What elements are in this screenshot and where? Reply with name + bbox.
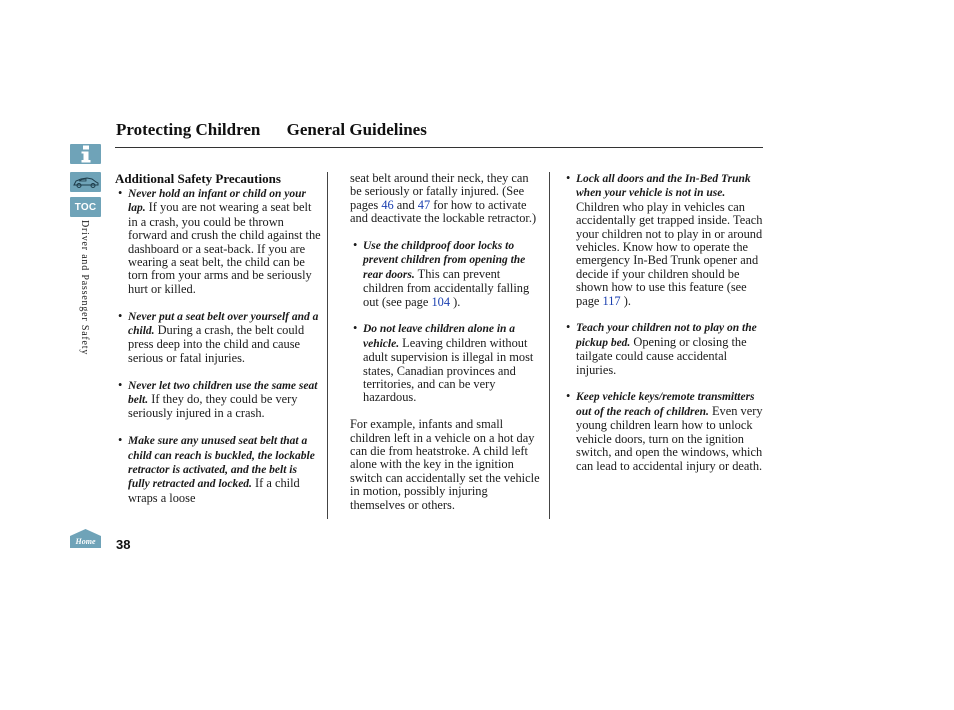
bullet: • <box>353 321 358 336</box>
bullet: • <box>118 186 123 200</box>
bullet: • <box>566 389 571 404</box>
vehicle-index-button[interactable] <box>70 172 101 192</box>
list-item <box>350 239 543 309</box>
item-lead: Never put a seat belt over yourself and a child. <box>128 310 319 338</box>
bullet: • <box>353 238 358 253</box>
column-divider <box>549 172 550 519</box>
item-body: If they do, they could be very seriously injured in a crash. <box>128 392 298 421</box>
list-item <box>115 187 321 296</box>
body-text: for how to activate and deactivate the lockable retractor.) <box>350 197 537 226</box>
page-number: 38 <box>116 537 131 552</box>
list-item <box>563 172 766 308</box>
item-body-end: ). <box>450 294 461 309</box>
column-1 <box>115 170 321 519</box>
list-item <box>115 379 321 421</box>
page-link-104[interactable]: 104 <box>431 294 451 309</box>
bullet: • <box>118 308 123 323</box>
section-side-label: Driver and Passenger Safety <box>79 220 90 356</box>
home-label: Home <box>75 537 96 546</box>
page-link-117[interactable]: 117 <box>602 293 621 308</box>
item-lead: Keep vehicle keys/remote transmitters out of the reach of children. <box>576 391 755 418</box>
item-lead: Use the childproof door locks to prevent children from opening the rear doors. <box>363 240 526 281</box>
list-item <box>115 434 321 505</box>
item-body: If a child wraps a loose <box>128 476 300 505</box>
list-item <box>563 321 766 377</box>
column-divider <box>327 172 328 519</box>
item-body: Children who play in vehicles can accidentally get trapped inside. Teach your children not to play in or around vehicles. Know how to operate the emergency In-Bed Trunk opener and decide if your children should be shown how to use this feature (see page <box>576 199 763 308</box>
column-3 <box>563 170 766 486</box>
toc-label: TOC <box>74 201 97 213</box>
item-lead: Never hold an infant or child on your lap. <box>128 188 306 215</box>
item-lead: Make sure any unused seat belt that a child can reach is buckled, the lockable retractor is activated, and the belt is fully retracted and locked. <box>128 435 315 491</box>
list-item <box>115 310 321 366</box>
car-icon <box>72 174 100 190</box>
section-title: General Guidelines <box>286 120 427 139</box>
item-body: Leaving children without adult supervision is illegal in most states, Canadian provinces and territories, and can be very hazardous. <box>363 335 534 405</box>
item-body-end: ). <box>620 293 631 308</box>
header-divider <box>115 147 763 148</box>
list-item <box>350 322 543 404</box>
body-text: seat belt around their neck, they can be seriously or fatally injured. (See pages <box>350 171 529 212</box>
info-button[interactable] <box>70 144 101 164</box>
page-link-46[interactable]: 46 <box>381 197 394 212</box>
section-heading: Additional Safety Precautions <box>115 171 281 186</box>
item-body: This can prevent children from accidentally falling out (see page <box>363 266 530 309</box>
info-icon <box>80 145 92 163</box>
item-lead: Teach your children not to play on the pickup bed. <box>576 322 757 349</box>
home-button[interactable] <box>70 528 101 549</box>
home-icon <box>70 528 101 549</box>
bullet: • <box>566 320 571 335</box>
chapter-title: Protecting Children <box>116 120 261 139</box>
paragraph: For example, infants and small children left in a vehicle on a hot day can die from heatstroke. A child left alone with the key in the ignition switch can accidentally set the vehicle in motion, possibly injuring themselves or others. <box>350 417 540 512</box>
body-text: and <box>393 197 418 212</box>
item-lead: Do not leave children alone in a vehicle. <box>363 323 516 350</box>
continued-text <box>350 172 543 226</box>
column-2 <box>350 172 543 526</box>
bullet: • <box>566 171 571 185</box>
item-body: Opening or closing the tailgate could cause accidental injuries. <box>576 334 747 377</box>
item-lead: Never let two children use the same seat belt. <box>128 379 318 407</box>
item-lead: Lock all doors and the In-Bed Trunk when your vehicle is not in use. <box>576 173 751 200</box>
item-body: If you are not wearing a seat belt in a crash, you could be thrown forward and crush the child against the dashboard or a seat-back. If you are wearing a seat belt, the child can be torn from your arms and be seriously hurt or killed. <box>128 200 321 296</box>
item-body: Even very young children learn how to unlock vehicle doors, turn on the ignition switch, and open the windows, which can lead to accidental injury or death. <box>576 403 763 473</box>
bullet: • <box>118 433 123 448</box>
list-item <box>563 390 766 472</box>
page-title <box>116 120 427 140</box>
page-link-47[interactable]: 47 <box>417 197 431 212</box>
bullet: • <box>118 377 123 392</box>
toc-button[interactable] <box>70 197 101 217</box>
item-body: During a crash, the belt could press deep into the child and cause serious or fatal injuries. <box>128 323 305 365</box>
